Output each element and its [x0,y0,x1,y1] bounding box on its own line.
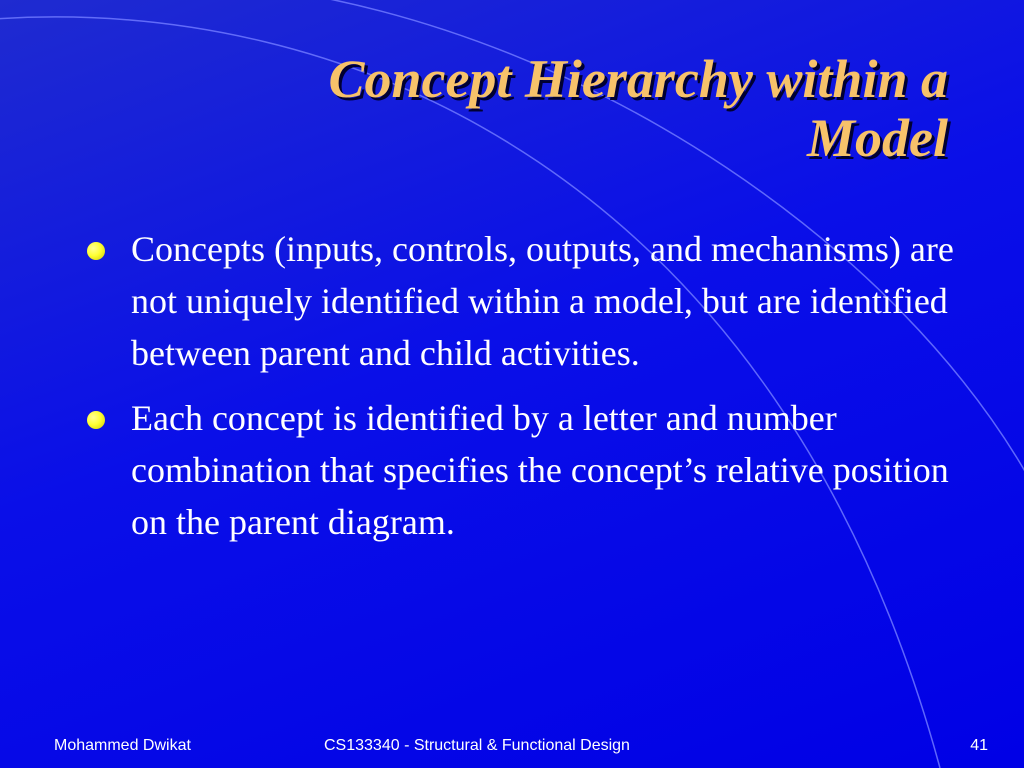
bullet-item [80,392,960,548]
footer-course: CS133340 - Structural & Functional Design [324,737,630,754]
slide-title-line-1: Concept Hierarchy within a [328,49,948,109]
slide-title [88,50,948,168]
bullet-list [80,223,960,561]
bullet-item [80,223,960,379]
footer-page-number: 41 [970,737,988,754]
bullet-dot-icon [87,242,105,260]
slide-title-line-2: Model [807,108,948,168]
slide-footer [0,718,1024,768]
footer-author: Mohammed Dwikat [54,737,191,754]
bullet-dot-icon [87,411,105,429]
bullet-text: Each concept is identified by a letter and number combination that specifies the concept’s relative position on the parent diagram. [131,398,949,542]
bullet-text: Concepts (inputs, controls, outputs, and mechanisms) are not uniquely identified within a model, but are identified between parent and child activities. [131,229,954,373]
